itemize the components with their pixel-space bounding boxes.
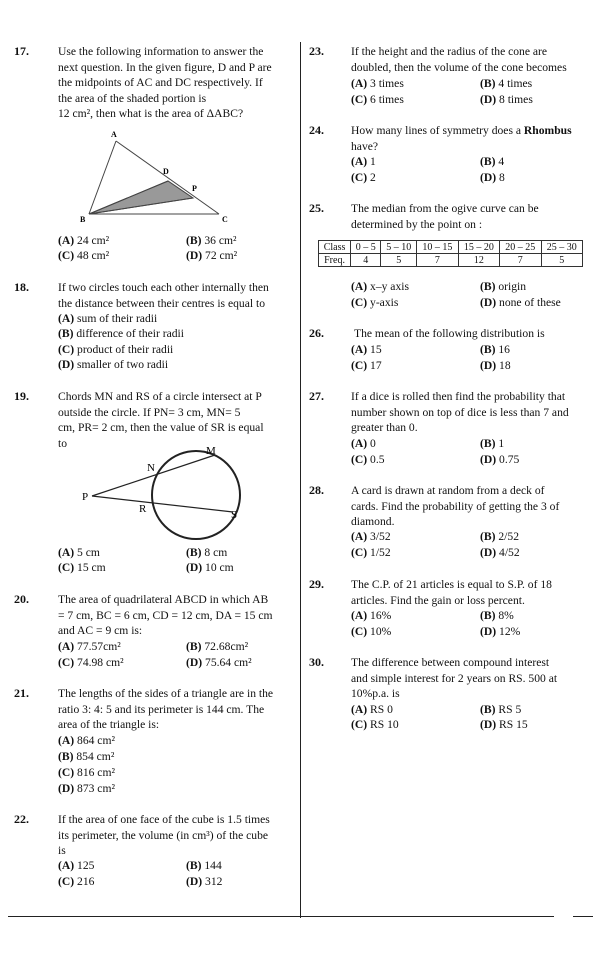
- table-row: [319, 254, 583, 267]
- option-d[interactable]: (D) none of these: [480, 296, 561, 309]
- option-d[interactable]: (D) 75.64 cm²: [186, 656, 252, 669]
- table-cell: 12: [458, 254, 499, 267]
- option-d[interactable]: (D) 4/52: [480, 546, 520, 559]
- question-number: 22.: [14, 812, 29, 826]
- option-b[interactable]: (B) origin: [480, 280, 527, 293]
- question-line: The mean of the following distribution is: [354, 327, 545, 340]
- option-b[interactable]: (B) 4 times: [480, 77, 533, 90]
- label-d: D: [163, 167, 169, 176]
- question-line: cm, PR= 2 cm, then the value of SR is equal: [58, 421, 264, 434]
- option-b[interactable]: (B) difference of their radii: [58, 327, 184, 340]
- table-cell: Freq.: [319, 254, 351, 267]
- question-line: cards. Find the probability of getting the 3 of: [351, 499, 560, 513]
- option-c[interactable]: (C) 74.98 cm²: [58, 656, 124, 669]
- question-line: to: [58, 436, 68, 450]
- option-a[interactable]: (A) 3/52: [351, 530, 391, 543]
- option-c[interactable]: (C) 48 cm²: [58, 249, 110, 262]
- option-c[interactable]: (C) 1/52: [351, 546, 391, 559]
- secant-ps: [92, 496, 233, 512]
- option-a[interactable]: (A) x–y axis: [351, 280, 409, 293]
- label-p: P: [192, 184, 197, 193]
- question-line: If a dice is rolled then find the probability that: [351, 390, 566, 403]
- bottom-rule: [8, 916, 554, 917]
- option-c[interactable]: (C) RS 10: [351, 718, 399, 731]
- question-line: If two circles touch each other internally then: [58, 281, 269, 294]
- option-c[interactable]: (C) 816 cm²: [58, 766, 115, 779]
- option-a[interactable]: (A) RS 0: [351, 703, 393, 716]
- table-cell: 7: [417, 254, 458, 267]
- question-line: The area of quadrilateral ABCD in which AB: [58, 593, 269, 606]
- option-a[interactable]: (A) sum of their radii: [58, 312, 158, 325]
- table-cell: 7: [500, 254, 541, 267]
- question-line: outside the circle. If PN= 3 cm, MN= 5: [58, 405, 241, 419]
- option-b[interactable]: (B) 8%: [480, 609, 514, 622]
- question-number: 24.: [309, 123, 324, 137]
- table-cell: 20 – 25: [500, 241, 541, 254]
- option-d[interactable]: (D) smaller of two radii: [58, 358, 169, 371]
- question-30-text: [351, 655, 589, 702]
- option-a[interactable]: (A) 0: [351, 437, 376, 450]
- question-line: How many lines of symmetry does a Rhombus: [351, 124, 572, 137]
- label-m: M: [206, 445, 216, 457]
- question-number: 19.: [14, 389, 29, 403]
- question-line: Use the following information to answer the: [58, 45, 264, 58]
- question-line: The difference between compound interest: [351, 656, 550, 669]
- option-c[interactable]: (C) 10%: [351, 625, 392, 638]
- question-line: The C.P. of 21 articles is equal to S.P. of 18: [351, 578, 552, 591]
- question-line: its perimeter, the volume (in cm³) of the cube: [58, 828, 269, 842]
- question-29-text: [351, 577, 589, 608]
- circle-chords-figure: [75, 440, 255, 540]
- question-number: 30.: [309, 655, 324, 669]
- question-line: diamond.: [351, 515, 395, 528]
- question-number: 23.: [309, 44, 324, 58]
- question-line: = 7 cm, BC = 6 cm, CD = 12 cm, DA = 15 cm: [58, 608, 273, 622]
- option-b[interactable]: (B) 72.68cm²: [186, 640, 249, 653]
- option-d[interactable]: (D) 18: [480, 359, 511, 372]
- label-r: R: [139, 503, 147, 515]
- label-p: P: [82, 491, 89, 503]
- question-line: and AC = 9 cm is:: [58, 624, 143, 637]
- circle: [152, 451, 240, 539]
- question-20-text: [58, 592, 296, 639]
- option-a[interactable]: (A) 5 cm: [58, 546, 100, 559]
- option-b[interactable]: (B) 854 cm²: [58, 750, 115, 763]
- option-c[interactable]: (C) 6 times: [351, 93, 404, 106]
- label-b: B: [80, 215, 86, 224]
- option-d[interactable]: (D) 8: [480, 171, 505, 184]
- option-b[interactable]: (B) 8 cm: [186, 546, 228, 559]
- table-cell: 10 – 15: [417, 241, 458, 254]
- question-line: and simple interest for 2 years on RS. 500 at: [351, 671, 558, 685]
- table-cell: 5: [381, 254, 417, 267]
- question-number: 29.: [309, 577, 324, 591]
- table-cell: 0 – 5: [351, 241, 381, 254]
- question-27-text: [351, 389, 589, 436]
- question-number: 18.: [14, 280, 29, 294]
- option-a[interactable]: (A) 16%: [351, 609, 392, 622]
- table-cell: 25 – 30: [541, 241, 583, 254]
- question-line: greater than 0.: [351, 421, 418, 434]
- option-d[interactable]: (D) 873 cm²: [58, 782, 115, 795]
- question-17-text: [58, 44, 296, 122]
- question-line: The median from the ogive curve can be: [351, 202, 539, 215]
- table-cell: 5 – 10: [381, 241, 417, 254]
- option-c[interactable]: (C) 2: [351, 171, 376, 184]
- option-c[interactable]: (C) 15 cm: [58, 561, 106, 574]
- question-line: area of the triangle is:: [58, 718, 160, 731]
- question-line: If the height and the radius of the cone are: [351, 45, 548, 58]
- option-a[interactable]: (A) 3 times: [351, 77, 404, 90]
- question-line: determined by the point on :: [351, 217, 483, 231]
- question-number: 27.: [309, 389, 324, 403]
- option-a[interactable]: (A) 15: [351, 343, 382, 356]
- question-line: A card is drawn at random from a deck of: [351, 484, 545, 497]
- question-line: the distance between their centres is equal to: [58, 296, 265, 310]
- question-line: have?: [351, 139, 379, 153]
- option-b[interactable]: (B) 4: [480, 155, 505, 168]
- option-d[interactable]: (D) 8 times: [480, 93, 533, 106]
- question-22-text: [58, 812, 296, 859]
- option-d[interactable]: (D) 72 cm²: [186, 249, 238, 262]
- option-d[interactable]: (D) 312: [186, 875, 223, 888]
- option-d[interactable]: (D) RS 15: [480, 718, 528, 731]
- question-line: the midpoints of AC and DC respectively. If: [58, 76, 263, 89]
- bottom-rule-short: [573, 916, 593, 917]
- question-25-text: [351, 201, 589, 232]
- question-line: ratio 3: 4: 5 and its perimeter is 144 cm. The: [58, 702, 265, 716]
- question-number: 28.: [309, 483, 324, 497]
- question-line: next question. In the given figure, D and P are: [58, 60, 272, 74]
- question-number: 21.: [14, 686, 29, 700]
- option-d[interactable]: (D) 0.75: [480, 453, 520, 466]
- option-b[interactable]: (B) RS 5: [480, 703, 522, 716]
- question-24-text: [351, 123, 591, 154]
- question-line: Chords MN and RS of a circle intersect at P: [58, 390, 262, 403]
- question-number: 26.: [309, 326, 324, 340]
- question-line: doubled, then the volume of the cone becomes: [351, 60, 567, 74]
- option-b[interactable]: (B) 1: [480, 437, 505, 450]
- question-line: If the area of one face of the cube is 1.5 times: [58, 813, 270, 826]
- option-c[interactable]: (C) 0.5: [351, 453, 385, 466]
- question-line: The lengths of the sides of a triangle are in the: [58, 687, 274, 700]
- option-c[interactable]: (C) y-axis: [351, 296, 399, 309]
- label-s: S: [231, 509, 238, 521]
- column-divider: [300, 42, 301, 918]
- option-b[interactable]: (B) 16: [480, 343, 510, 356]
- option-b[interactable]: (B) 36 cm²: [186, 234, 237, 247]
- bold-term: Rhombus: [523, 124, 572, 137]
- table-row: [319, 241, 583, 254]
- option-b[interactable]: (B) 144: [186, 859, 222, 872]
- label-a: A: [111, 130, 117, 139]
- label-n: N: [147, 462, 155, 474]
- option-b[interactable]: (B) 2/52: [480, 530, 519, 543]
- option-d[interactable]: (D) 10 cm: [186, 561, 234, 574]
- option-a[interactable]: (A) 864 cm²: [58, 734, 115, 747]
- table-cell: 15 – 20: [458, 241, 499, 254]
- option-c[interactable]: (C) 17: [351, 359, 382, 372]
- table-cell: 5: [541, 254, 583, 267]
- option-a[interactable]: (A) 125: [58, 859, 95, 872]
- question-line: the area of the shaded portion is: [58, 91, 207, 105]
- question-number: 17.: [14, 44, 29, 58]
- question-26-text: [354, 326, 590, 342]
- question-line: 10%p.a. is: [351, 687, 400, 700]
- label-c: C: [222, 215, 228, 224]
- question-23-text: [351, 44, 589, 75]
- question-18-text: [58, 280, 296, 311]
- shaded-region: [89, 181, 193, 214]
- question-line: is: [58, 844, 66, 857]
- question-number: 25.: [309, 201, 324, 215]
- option-d[interactable]: (D) 12%: [480, 625, 521, 638]
- side-ab: [89, 141, 116, 214]
- option-a[interactable]: (A) 1: [351, 155, 376, 168]
- option-a[interactable]: (A) 77.57cm²: [58, 640, 121, 653]
- option-c[interactable]: (C) 216: [58, 875, 95, 888]
- table-cell: Class: [319, 241, 351, 254]
- frequency-table: [318, 240, 583, 267]
- question-number: 20.: [14, 592, 29, 606]
- question-line: number shown on top of dice is less than 7 and: [351, 405, 569, 419]
- question-line: 12 cm², then what is the area of ΔABC?: [58, 107, 244, 120]
- question-line: articles. Find the gain or loss percent.: [351, 593, 525, 607]
- question-28-text: [351, 483, 589, 530]
- table-cell: 4: [351, 254, 381, 267]
- option-c[interactable]: (C) product of their radii: [58, 343, 174, 356]
- question-21-text: [58, 686, 296, 733]
- triangle-figure: [75, 128, 245, 228]
- option-a[interactable]: (A) 24 cm²: [58, 234, 110, 247]
